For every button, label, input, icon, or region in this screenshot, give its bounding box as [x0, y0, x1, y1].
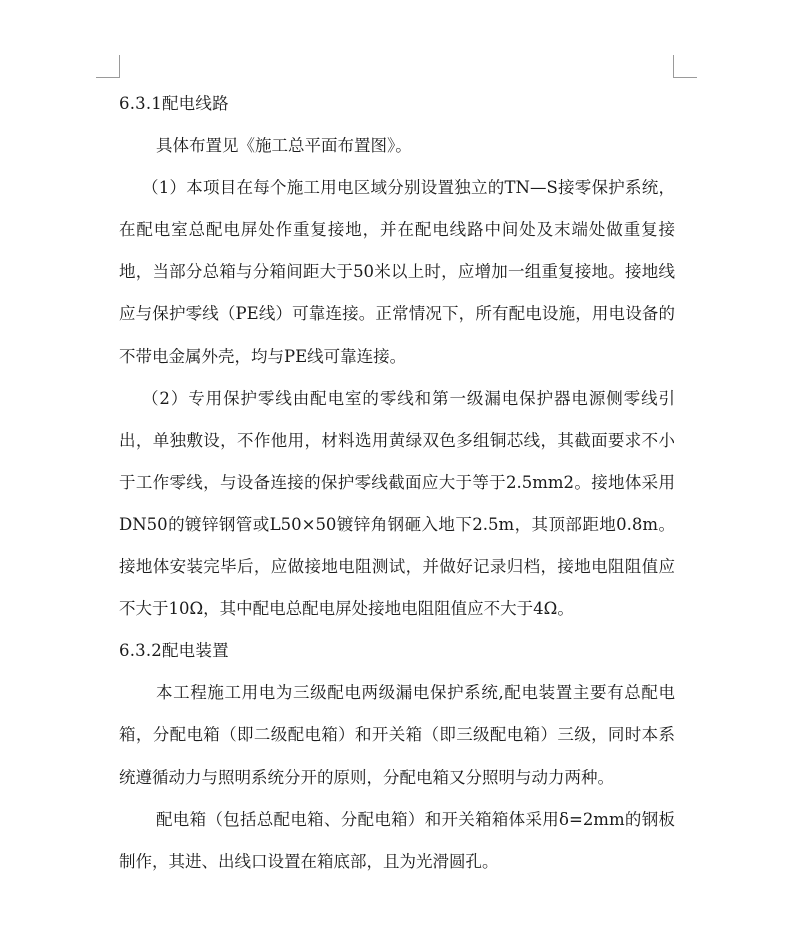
- paragraph-grounding-system: （1）本项目在每个施工用电区域分别设置独立的TN—S接零保护系统，在配电室总配电屏处作重复接地，并在配电线路中间处及末端处做重复接地，当部分总箱与分箱间距大于50米以上时，应增加一组重复接地。接地线应与保护零线（PE线）可靠连接。正常情况下，所有配电设施，用电设备的不带电金属外壳，均与PE线可靠连接。: [119, 178, 675, 366]
- margin-mark-top-right-horizontal: [673, 77, 697, 78]
- section-heading-6-3-1: 6.3.1配电线路: [119, 94, 229, 113]
- margin-mark-top-left-horizontal: [96, 77, 120, 78]
- paragraph-distribution-system: 本工程施工用电为三级配电两级漏电保护系统,配电装置主要有总配电箱，分配电箱（即二级配电箱）和开关箱（即三级配电箱）三级，同时本系统遵循动力与照明系统分开的原则，分配电箱又分照明与动力两种。: [119, 683, 675, 787]
- margin-mark-top-left-vertical: [119, 55, 120, 77]
- paragraph-layout-reference: 具体布置见《施工总平面布置图》。: [156, 136, 412, 156]
- paragraph-protective-neutral: （2）专用保护零线由配电室的零线和第一级漏电保护器电源侧零线引出，单独敷设，不作他用，材料选用黄绿双色多组铜芯线，其截面要求不小于工作零线，与设备连接的保护零线截面应大于等于2.5mm2。接地体采用DN50的镀锌钢管或L50×50镀锌角钢砸入地下2.5m，其顶部距地0.8m。接地体安装完毕后，应做接地电阻测试，并做好记录归档，接地电阻阻值应不大于10Ω，其中配电总配电屏处接地电阻阻值应不大于4Ω。: [119, 388, 675, 619]
- paragraph-box-material: 配电箱（包括总配电箱、分配电箱）和开关箱箱体采用δ=2mm的钢板制作，其进、出线口设置在箱底部，且为光滑圆孔。: [119, 809, 675, 871]
- section-heading-6-3-2: 6.3.2配电装置: [119, 641, 229, 661]
- document-body: [119, 83, 675, 883]
- margin-mark-top-right-vertical: [673, 55, 674, 77]
